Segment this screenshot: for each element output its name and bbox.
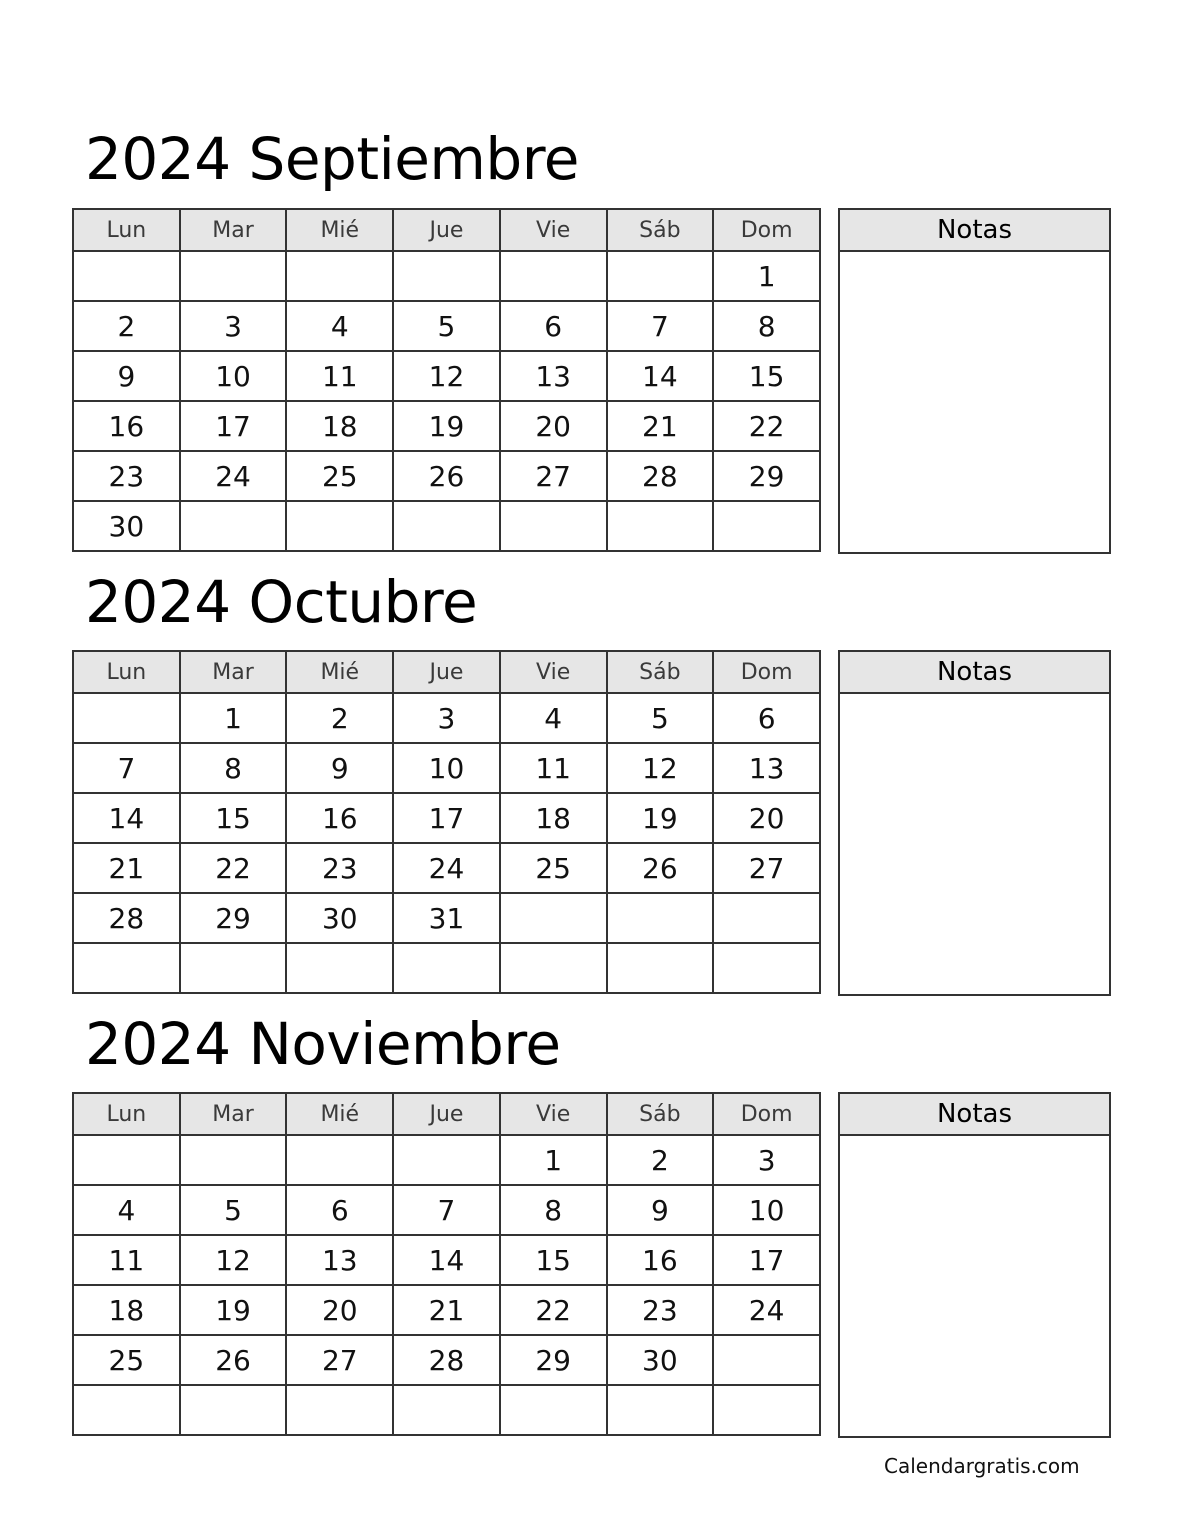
day-cell: 18 — [500, 793, 607, 843]
day-cell: 29 — [500, 1335, 607, 1385]
day-cell: 12 — [607, 743, 714, 793]
day-cell: 9 — [73, 351, 180, 401]
day-cell: 14 — [393, 1235, 500, 1285]
empty-day-cell — [713, 1385, 820, 1435]
day-cell: 22 — [500, 1285, 607, 1335]
day-cell: 1 — [180, 693, 287, 743]
month-calendar-grid — [72, 208, 821, 552]
day-cell: 8 — [180, 743, 287, 793]
week-row — [73, 743, 820, 793]
day-cell: 15 — [713, 351, 820, 401]
day-cell: 12 — [180, 1235, 287, 1285]
day-cell: 7 — [607, 301, 714, 351]
day-cell: 31 — [393, 893, 500, 943]
empty-day-cell — [73, 693, 180, 743]
weekday-header: Lun — [73, 1093, 180, 1135]
notes-header: Notas — [840, 210, 1109, 252]
week-row — [73, 251, 820, 301]
day-cell: 29 — [713, 451, 820, 501]
day-cell: 24 — [180, 451, 287, 501]
day-cell: 1 — [500, 1135, 607, 1185]
week-row — [73, 1235, 820, 1285]
day-cell: 12 — [393, 351, 500, 401]
empty-day-cell — [713, 943, 820, 993]
week-row — [73, 401, 820, 451]
empty-day-cell — [286, 1135, 393, 1185]
weekday-header: Jue — [393, 1093, 500, 1135]
empty-day-cell — [393, 1135, 500, 1185]
week-row — [73, 451, 820, 501]
week-row — [73, 693, 820, 743]
empty-day-cell — [393, 1385, 500, 1435]
week-row — [73, 893, 820, 943]
day-cell: 2 — [286, 693, 393, 743]
empty-day-cell — [180, 1385, 287, 1435]
day-cell: 6 — [713, 693, 820, 743]
day-cell: 7 — [73, 743, 180, 793]
site-credit: Calendargratis.com — [884, 1454, 1080, 1478]
month-calendar-grid — [72, 1092, 821, 1436]
weekday-header: Mié — [286, 651, 393, 693]
day-cell: 30 — [73, 501, 180, 551]
weekday-header: Sáb — [607, 209, 714, 251]
weekday-header-row — [73, 209, 820, 251]
day-cell: 26 — [180, 1335, 287, 1385]
day-cell: 15 — [500, 1235, 607, 1285]
day-cell: 10 — [393, 743, 500, 793]
day-cell: 1 — [713, 251, 820, 301]
empty-day-cell — [286, 251, 393, 301]
day-cell: 23 — [607, 1285, 714, 1335]
empty-day-cell — [500, 501, 607, 551]
day-cell: 4 — [286, 301, 393, 351]
day-cell: 8 — [713, 301, 820, 351]
empty-day-cell — [286, 1385, 393, 1435]
weekday-header: Vie — [500, 209, 607, 251]
day-cell: 26 — [607, 843, 714, 893]
weekday-header: Sáb — [607, 651, 714, 693]
weekday-header: Dom — [713, 1093, 820, 1135]
day-cell: 23 — [73, 451, 180, 501]
empty-day-cell — [180, 943, 287, 993]
day-cell: 30 — [286, 893, 393, 943]
notes-box[interactable] — [838, 1092, 1111, 1438]
day-cell: 8 — [500, 1185, 607, 1235]
day-cell: 21 — [73, 843, 180, 893]
day-cell: 18 — [73, 1285, 180, 1335]
day-cell: 27 — [286, 1335, 393, 1385]
weekday-header: Dom — [713, 209, 820, 251]
weekday-header: Dom — [713, 651, 820, 693]
weekday-header: Mar — [180, 209, 287, 251]
empty-day-cell — [286, 943, 393, 993]
day-cell: 16 — [286, 793, 393, 843]
week-row — [73, 1135, 820, 1185]
week-row — [73, 1335, 820, 1385]
day-cell: 24 — [393, 843, 500, 893]
day-cell: 28 — [73, 893, 180, 943]
empty-day-cell — [713, 1335, 820, 1385]
empty-day-cell — [500, 251, 607, 301]
week-row — [73, 501, 820, 551]
day-cell: 4 — [500, 693, 607, 743]
day-cell: 10 — [713, 1185, 820, 1235]
day-cell: 11 — [286, 351, 393, 401]
day-cell: 20 — [713, 793, 820, 843]
day-cell: 27 — [713, 843, 820, 893]
day-cell: 29 — [180, 893, 287, 943]
weekday-header: Vie — [500, 651, 607, 693]
empty-day-cell — [180, 251, 287, 301]
weekday-header: Mié — [286, 1093, 393, 1135]
month-title: 2024 Octubre — [85, 568, 478, 636]
day-cell: 22 — [713, 401, 820, 451]
day-cell: 3 — [180, 301, 287, 351]
day-cell: 16 — [607, 1235, 714, 1285]
week-row — [73, 843, 820, 893]
day-cell: 23 — [286, 843, 393, 893]
day-cell: 6 — [500, 301, 607, 351]
day-cell: 17 — [713, 1235, 820, 1285]
week-row — [73, 943, 820, 993]
weekday-header: Vie — [500, 1093, 607, 1135]
day-cell: 22 — [180, 843, 287, 893]
day-cell: 25 — [286, 451, 393, 501]
empty-day-cell — [607, 943, 714, 993]
notes-header: Notas — [840, 1094, 1109, 1136]
day-cell: 21 — [393, 1285, 500, 1335]
week-row — [73, 351, 820, 401]
empty-day-cell — [180, 1135, 287, 1185]
weekday-header: Sáb — [607, 1093, 714, 1135]
day-cell: 28 — [393, 1335, 500, 1385]
day-cell: 7 — [393, 1185, 500, 1235]
day-cell: 2 — [607, 1135, 714, 1185]
empty-day-cell — [393, 501, 500, 551]
day-cell: 24 — [713, 1285, 820, 1335]
day-cell: 5 — [393, 301, 500, 351]
day-cell: 19 — [393, 401, 500, 451]
weekday-header-row — [73, 651, 820, 693]
empty-day-cell — [500, 943, 607, 993]
day-cell: 25 — [500, 843, 607, 893]
day-cell: 4 — [73, 1185, 180, 1235]
empty-day-cell — [500, 1385, 607, 1435]
day-cell: 13 — [286, 1235, 393, 1285]
day-cell: 2 — [73, 301, 180, 351]
day-cell: 17 — [393, 793, 500, 843]
day-cell: 28 — [607, 451, 714, 501]
week-row — [73, 301, 820, 351]
empty-day-cell — [607, 1385, 714, 1435]
empty-day-cell — [73, 1385, 180, 1435]
day-cell: 5 — [607, 693, 714, 743]
day-cell: 3 — [713, 1135, 820, 1185]
weekday-header: Lun — [73, 651, 180, 693]
day-cell: 6 — [286, 1185, 393, 1235]
day-cell: 9 — [286, 743, 393, 793]
empty-day-cell — [73, 251, 180, 301]
empty-day-cell — [607, 501, 714, 551]
empty-day-cell — [393, 943, 500, 993]
day-cell: 5 — [180, 1185, 287, 1235]
day-cell: 25 — [73, 1335, 180, 1385]
empty-day-cell — [607, 893, 714, 943]
empty-day-cell — [393, 251, 500, 301]
day-cell: 14 — [73, 793, 180, 843]
day-cell: 13 — [500, 351, 607, 401]
week-row — [73, 793, 820, 843]
month-calendar-grid — [72, 650, 821, 994]
day-cell: 30 — [607, 1335, 714, 1385]
weekday-header: Lun — [73, 209, 180, 251]
empty-day-cell — [713, 501, 820, 551]
day-cell: 26 — [393, 451, 500, 501]
notes-header: Notas — [840, 652, 1109, 694]
day-cell: 9 — [607, 1185, 714, 1235]
day-cell: 13 — [713, 743, 820, 793]
day-cell: 11 — [500, 743, 607, 793]
weekday-header-row — [73, 1093, 820, 1135]
notes-box[interactable] — [838, 208, 1111, 554]
day-cell: 3 — [393, 693, 500, 743]
month-title: 2024 Septiembre — [85, 125, 579, 193]
day-cell: 16 — [73, 401, 180, 451]
day-cell: 15 — [180, 793, 287, 843]
empty-day-cell — [180, 501, 287, 551]
day-cell: 14 — [607, 351, 714, 401]
weekday-header: Mar — [180, 651, 287, 693]
day-cell: 21 — [607, 401, 714, 451]
day-cell: 19 — [180, 1285, 287, 1335]
weekday-header: Mar — [180, 1093, 287, 1135]
weekday-header: Jue — [393, 209, 500, 251]
empty-day-cell — [713, 893, 820, 943]
empty-day-cell — [607, 251, 714, 301]
week-row — [73, 1385, 820, 1435]
day-cell: 27 — [500, 451, 607, 501]
day-cell: 10 — [180, 351, 287, 401]
weekday-header: Mié — [286, 209, 393, 251]
day-cell: 18 — [286, 401, 393, 451]
weekday-header: Jue — [393, 651, 500, 693]
month-title: 2024 Noviembre — [85, 1010, 561, 1078]
notes-box[interactable] — [838, 650, 1111, 996]
day-cell: 17 — [180, 401, 287, 451]
empty-day-cell — [73, 943, 180, 993]
day-cell: 20 — [500, 401, 607, 451]
week-row — [73, 1185, 820, 1235]
day-cell: 11 — [73, 1235, 180, 1285]
empty-day-cell — [286, 501, 393, 551]
empty-day-cell — [73, 1135, 180, 1185]
day-cell: 19 — [607, 793, 714, 843]
empty-day-cell — [500, 893, 607, 943]
day-cell: 20 — [286, 1285, 393, 1335]
week-row — [73, 1285, 820, 1335]
